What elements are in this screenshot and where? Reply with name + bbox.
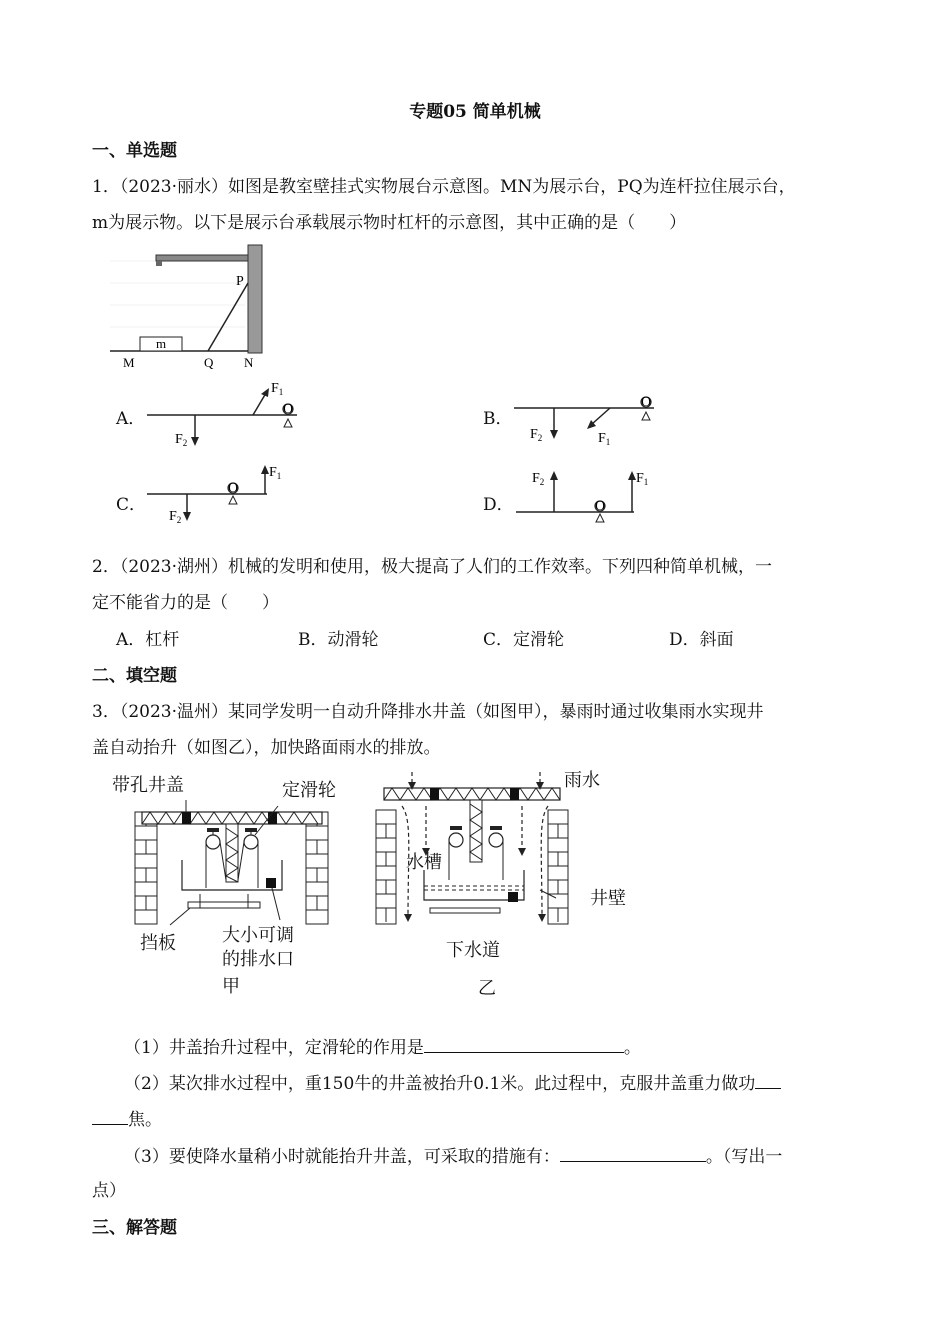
q1-option-c-label[interactable]: C． (116, 495, 147, 515)
q3-sub2 (124, 1070, 781, 1096)
d-pivot-o: O (595, 499, 606, 514)
q3-sub3-answer-blank[interactable] (560, 1143, 706, 1162)
q2-option-b[interactable]: B．动滑轮 (298, 630, 379, 650)
svg-text:F2 (532, 471, 544, 487)
a-pivot-o: O (283, 402, 294, 417)
label-well-wall: 井壁 (590, 888, 626, 909)
q2-option-c[interactable]: C．定滑轮 (483, 630, 565, 650)
label-water-tank: 水槽 (406, 852, 442, 873)
label-outlet-line1: 大小可调 (222, 925, 294, 946)
q2-option-d[interactable]: D．斜面 (669, 630, 734, 650)
svg-text:F1 (636, 471, 648, 487)
c-pivot-o: O (228, 481, 239, 496)
c-f1: F (269, 465, 277, 480)
q3-figure-yi (372, 770, 572, 930)
q1-option-d-diagram[interactable] (512, 462, 672, 532)
q3-stem-line2: 盖自动抬升（如图乙），加快路面雨水的排放。 (92, 738, 441, 758)
b-f2: F (530, 427, 538, 442)
b-f1-sub: 1 (605, 437, 611, 447)
label-outlet-line2: 的排水口 (222, 949, 294, 970)
c-f2-sub: 2 (176, 515, 182, 525)
b-f1: F (598, 431, 606, 446)
q2-option-a[interactable]: A．杠杆 (116, 630, 180, 650)
page-title: 专题05 简单机械 (409, 102, 541, 122)
q3-sub3-text: （3）要使降水量稍小时就能抬升井盖，可采取的措施有： (124, 1147, 560, 1167)
q1-stem-line2: m为展示物。以下是展示台承载展示物时杠杆的示意图，其中正确的是（ ） (92, 213, 687, 233)
q3-sub3-end: 。（写出一 (705, 1147, 783, 1167)
q2-stem-line2: 定不能省力的是（ ） (92, 593, 279, 613)
svg-text:F2 (169, 509, 181, 525)
svg-text:F2 (175, 432, 187, 448)
q1-option-a-diagram[interactable] (145, 375, 305, 455)
q3-sub1 (124, 1034, 641, 1060)
c-f1-sub: 1 (276, 471, 282, 481)
svg-text:F1 (271, 381, 283, 397)
section-heading-fill-in: 二、填空题 (92, 666, 177, 686)
q1-option-a-label[interactable]: A． (116, 409, 146, 429)
q3-sub1-text: （1）井盖抬升过程中，定滑轮的作用是 (124, 1038, 424, 1058)
a-f1-sub: 1 (278, 387, 284, 397)
label-figure-yi: 乙 (478, 978, 496, 999)
a-f2: F (175, 432, 183, 447)
label-hole-cover: 带孔井盖 (112, 775, 184, 796)
b-f2-sub: 2 (537, 433, 543, 443)
q3-sub2-answer-blank-a[interactable] (755, 1070, 781, 1089)
d-f1-sub: 1 (643, 477, 649, 487)
label-m-end: M (123, 355, 135, 370)
label-figure-jia: 甲 (222, 976, 240, 997)
q3-sub3 (124, 1143, 782, 1169)
q1-display-stand-figure (105, 243, 275, 373)
q1-option-b-label[interactable]: B． (483, 409, 513, 429)
q3-sub3-cont: 点） (92, 1181, 126, 1201)
q1-option-b-diagram[interactable] (512, 390, 662, 455)
svg-text:F1 (269, 465, 281, 481)
b-pivot-o: O (641, 395, 652, 410)
q2-stem-line1: 2．（2023·湖州）机械的发明和使用，极大提高了人们的工作效率。下列四种简单机械，一 (92, 557, 772, 577)
q3-sub1-answer-blank[interactable] (424, 1034, 624, 1053)
q3-sub2-answer-blank-b[interactable] (92, 1106, 128, 1125)
c-f2: F (169, 509, 177, 524)
q3-sub2-end: 焦。 (128, 1110, 162, 1130)
label-baffle: 挡板 (140, 933, 176, 954)
d-f2: F (532, 471, 540, 486)
svg-text:F2 (530, 427, 542, 443)
label-p: P (236, 274, 244, 289)
svg-text:F1 (598, 431, 610, 447)
q1-stem-line1: 1．（2023·丽水）如图是教室壁挂式实物展台示意图。MN为展示台，PQ为连杆拉住展示台， (92, 177, 796, 197)
a-f1: F (271, 381, 279, 396)
section-heading-single-choice: 一、单选题 (92, 141, 177, 161)
q3-sub2-text: （2）某次排水过程中，重150牛的井盖被抬升0.1米。此过程中，克服井盖重力做功 (124, 1074, 756, 1094)
d-f1: F (636, 471, 644, 486)
q3-sub1-end: 。 (623, 1038, 641, 1058)
a-f2-sub: 2 (182, 438, 188, 448)
label-sewer: 下水道 (446, 940, 500, 961)
label-n: N (244, 355, 254, 370)
label-fixed-pulley: 定滑轮 (282, 780, 336, 801)
label-q: Q (204, 355, 214, 370)
label-m: m (156, 336, 167, 351)
section-heading-solution: 三、解答题 (92, 1218, 177, 1238)
q1-option-d-label[interactable]: D． (483, 495, 514, 515)
d-f2-sub: 2 (539, 477, 545, 487)
q1-option-c-diagram[interactable] (145, 462, 305, 532)
q3-stem-line1: 3．（2023·温州）某同学发明一自动升降排水井盖（如图甲），暴雨时通过收集雨水实现井 (92, 702, 764, 722)
label-rain: 雨水 (564, 770, 600, 791)
q3-sub2-cont (92, 1106, 162, 1132)
